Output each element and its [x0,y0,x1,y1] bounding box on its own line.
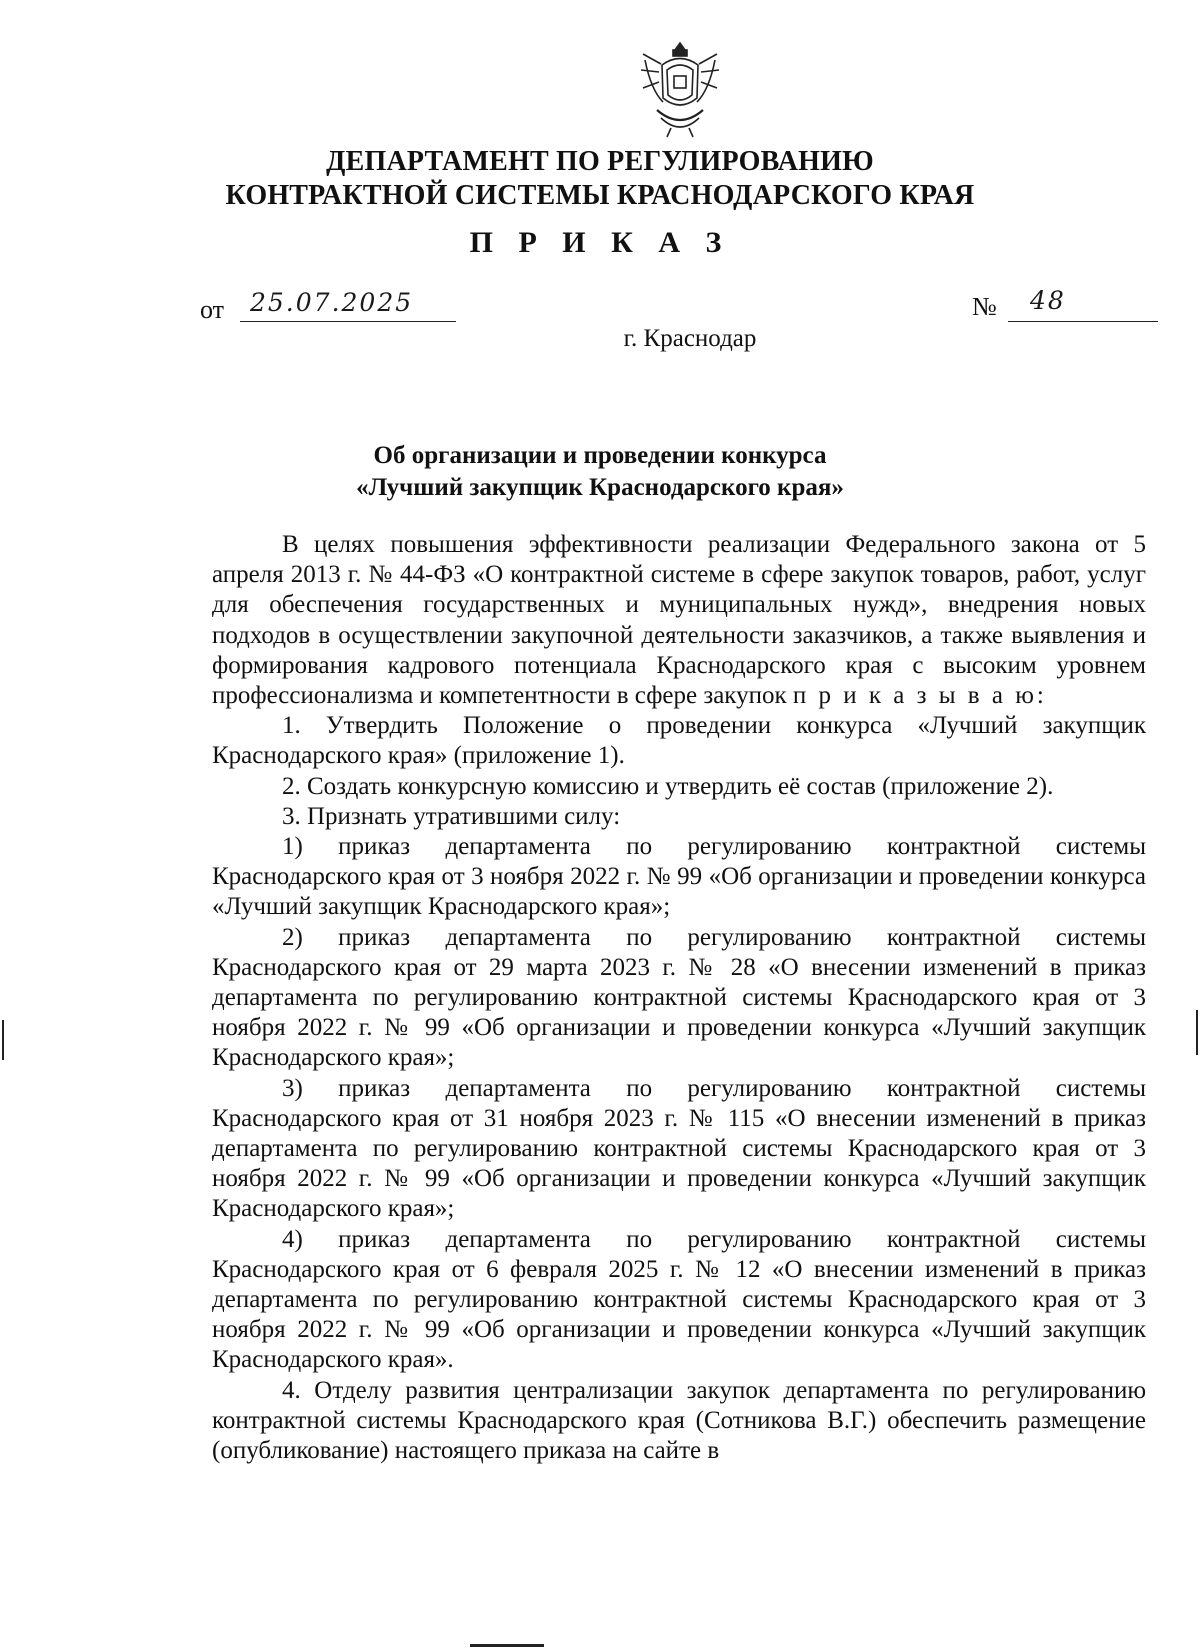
document-type-title: П Р И К А З [469,226,731,259]
paragraph-item-3-4: 4) приказ департамента по регулированию контрактной системы Краснодарского края от 6 февраля 2025 г. № 12 «О внесении изменений в приказ департамента по регулированию контрактной системы Краснодарского края от 3 ноября 2022 г. № 99 «Об организации и проведении конкурса «Лучший закупщик Краснодарского края». [212,1225,1146,1374]
document-body [212,530,1146,1466]
preamble-paragraph [212,530,1146,711]
paragraph-item-3: 3. Признать утратившими силу: [282,802,621,830]
preamble-text: В целях повышения эффективности реализации Федерального закона от 5 апреля 2013 г. № 44-ФЗ «О контрактной системе в сфере закупок товаров, работ, услуг для обеспечения государственных и муниципальных нужд», внедрения новых подходов в осуществлении закупочной деятельности заказчиков, а также выявления и формирования кадрового потенциала Краснодарского края с высоким уровнем профессионализма и компетентности в сфере закупок [212,531,1146,710]
scan-edge-mark-left [2,1020,4,1060]
subject-line1: Об организации и проведении конкурса [373,442,827,469]
paragraph-item-3-1: 1) приказ департамента по регулированию контрактной системы Краснодарского края от 3 ноября 2022 г. № 99 «Об организации и проведении конкурса «Лучший закупщик Краснодарского края»; [212,833,1146,921]
coat-of-arms-icon [637,40,723,140]
department-title-line2: КОНТРАКТНОЙ СИСТЕМЫ КРАСНОДАРСКОГО КРАЯ [225,180,975,211]
date-value: 25.07.2025 [250,288,414,317]
number-value: 48 [1030,286,1066,315]
number-label: № [972,292,997,321]
paragraph-item-3-2: 2) приказ департамента по регулированию контрактной системы Краснодарского края от 29 марта 2023 г. № 28 «О внесении изменений в приказ департамента по регулированию контрактной системы Краснодарского края от 3 ноября 2022 г. № 99 «Об организации и проведении конкурса «Лучший закупщик Краснодарского края»; [212,923,1146,1072]
order-word: п р и к а з ы в а ю: [792,682,1047,710]
paragraph-item-2: 2. Создать конкурсную комиссию и утвердить её состав (приложение 2). [282,772,1054,800]
scan-edge-mark-right [1196,1010,1198,1055]
subject-line2: «Лучший закупщик Краснодарского края» [356,474,844,501]
paragraph-item-3-3: 3) приказ департамента по регулированию контрактной системы Краснодарского края от 31 ноября 2023 г. № 115 «О внесении изменений в приказ департамента по регулированию контрактной системы Краснодарского края от 3 ноября 2022 г. № 99 «Об организации и проведении конкурса «Лучший закупщик Краснодарского края»; [212,1074,1146,1223]
scan-bottom-line [470,1644,544,1647]
city-label: г. Краснодар [623,325,757,352]
paragraph-item-4: 4. Отделу развития централизации закупок департамента по регулированию контрактной системы Краснодарского края (Сотникова В.Г.) обеспечить размещение (опубликование) настоящего приказа на сайте в [212,1376,1146,1465]
paragraph-item-1: 1. Утвердить Положение о проведении конкурса «Лучший закупщик Краснодарского края» (приложение 1). [212,712,1146,770]
department-title-line1: ДЕПАРТАМЕНТ ПО РЕГУЛИРОВАНИЮ [326,146,874,177]
date-label: от [200,295,225,324]
